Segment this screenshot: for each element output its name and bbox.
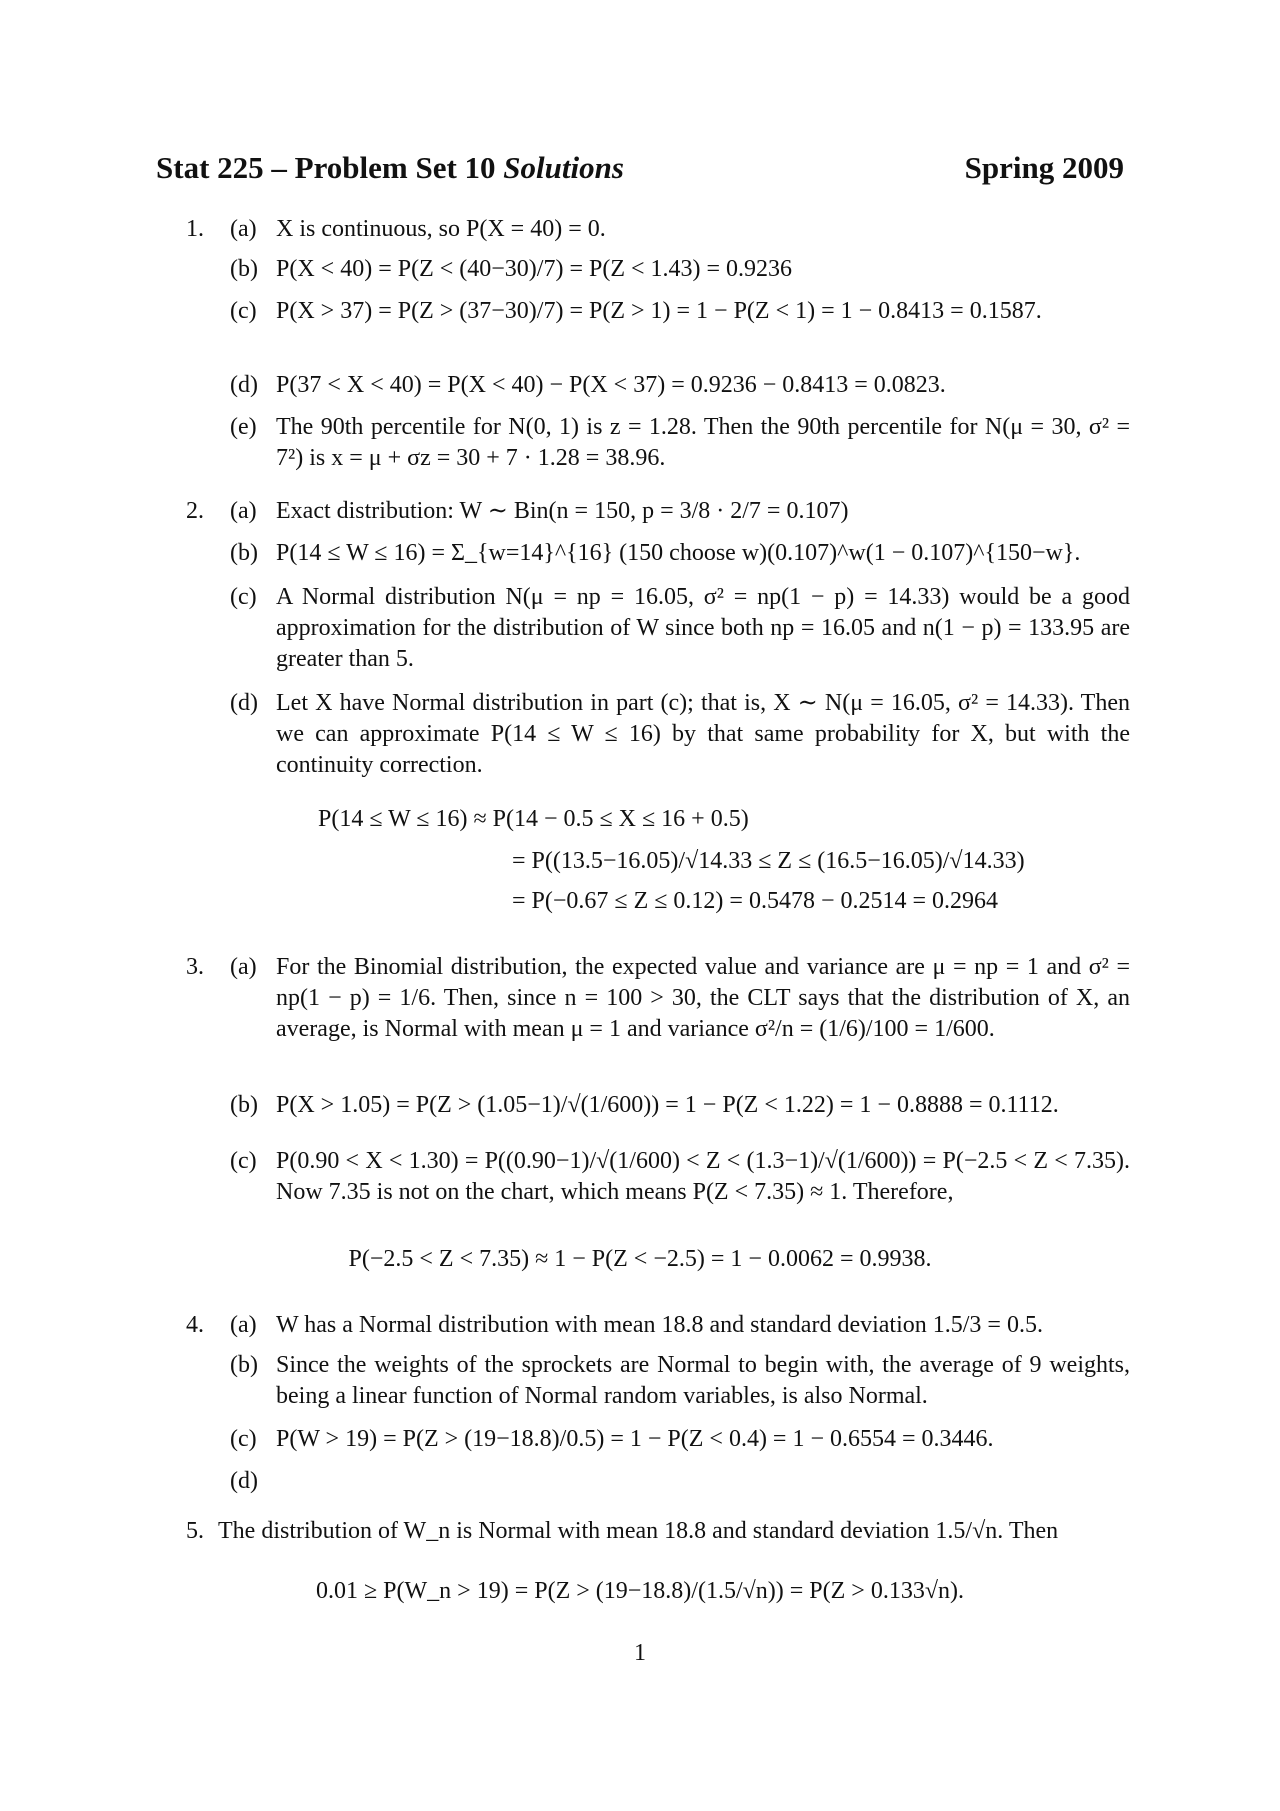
problem-1e: The 90th percentile for N(0, 1) is z = 1.28. Then the 90th percentile for N(μ = 30, σ² = 7²) is x = μ + σz = 30 + 7 · 1.28 = 38.96. — [276, 414, 1130, 471]
problem-3c: P(0.90 < X < 1.30) = P((0.90−1)/√(1/600) < Z < (1.3−1)/√(1/600)) = P(−2.5 < Z < 7.35). Now 7.35 is not on the chart, which means P(Z < 7.35) ≈ 1. Therefore, — [276, 1148, 1130, 1205]
problem-3b: P(X > 1.05) = P(Z > (1.05−1)/√(1/600)) = 1 − P(Z < 1.22) = 1 − 0.8888 = 0.1112. — [276, 1092, 1059, 1118]
problem-number: 2. — [186, 498, 204, 524]
problem-1b: P(X < 40) = P(Z < (40−30)/7) = P(Z < 1.43) = 0.9236 — [276, 256, 793, 282]
problem-4c: P(W > 19) = P(Z > (19−18.8)/0.5) = 1 − P(Z < 0.4) = 1 − 0.6554 = 0.3446. — [276, 1426, 994, 1452]
problem-4a: W has a Normal distribution with mean 18.8 and standard deviation 1.5/3 = 0.5. — [276, 1312, 1043, 1338]
problem-1c: P(X > 37) = P(Z > (37−30)/7) = P(Z > 1) = 1 − P(Z < 1) = 1 − 0.8413 = 0.1587. — [276, 298, 1042, 324]
page-number: 1 — [634, 1640, 646, 1666]
problem-number: 1. — [186, 216, 204, 242]
problem-number: 3. — [186, 954, 204, 980]
problem-3a: For the Binomial distribution, the expected value and variance are μ = np = 1 and σ² = np(1 − p) = 1/6. Then, since n = 100 > 30, the CLT says that the distribution of X, an average, is Normal with mean μ = 1 and variance σ²/n = (1/6)/100 = 1/600. — [276, 954, 1130, 1042]
problem-2a: Exact distribution: W ∼ Bin(n = 150, p = 3/8 · 2/7 = 0.107) — [276, 498, 849, 524]
problem-5-text: The distribution of W_n is Normal with mean 18.8 and standard deviation 1.5/√n. Then — [218, 1518, 1059, 1544]
problem-1a: X is continuous, so P(X = 40) = 0. — [276, 216, 606, 242]
problem-number: 5. — [186, 1518, 204, 1544]
problem-1d: P(37 < X < 40) = P(X < 40) − P(X < 37) = 0.9236 − 0.8413 = 0.0823. — [276, 372, 946, 398]
document-page: Stat 225 – Problem Set 10 Solutions Spring 2009 1. (a) X is continuous, so P(X = 40) = 0. (b) P(X < 40) = P(Z < (40−30)/7) = P(Z < 1.43) = 0.9236 (c) P(X > 37) = P(Z > (37−30)/7) = P(Z > 1) = 1 − P(Z < 1) = 1 − 0.8413 = 0.1587. (d) P(37 < X < 40) = P(X < 40) − P(X < 37) = 0.9236 − 0.8413 = 0.0823. (e) The 90th percentile for N(0, 1) is z = 1.28. Then the 90th percentile for N(μ = 30, σ² = 7²) is x = μ + σz = 30 + 7 · 1.28 = 38.96. 2. (a) Exact distribution: W ∼ Bin(n = 150, p = 3/8 · 2/7 = 0.107) (b) P(14 ≤ W ≤ 16) = Σ_{w=14}^{16} (150 choose w)(0.107)^w(1 − 0.107)^{150−w}. (c) A Normal distribution N(μ = np = 16.05, σ² = np(1 − p) = 14.33) would be a good approximation for the distribution of W since both np = 16.05 and n(1 − p) = 133.95 are greater than 5. (d) Let X have Normal distribution in part (c); that is, X ∼ N(μ = 16.05, σ² = 14.33). Then we can approximate P(14 ≤ W ≤ 16) by that same probability for X, but with the continuity correction. P(14 ≤ W ≤ 16) ≈ P(14 − 0.5 ≤ X ≤ 16 + 0.5) = P((13.5−16.05)/√14.33 ≤ Z ≤ (16.5−16.05)/√14.33) = P(−0.67 ≤ Z ≤ 0.12) = 0.5478 − 0.2514 = 0.2964 3. (a) For the Binomial distribution, the expected value and variance are μ = np = 1 and σ² = np(1 − p) = 1/6. Then, since n = 100 > 30, the CLT says that the distribution of X, an average, is Normal with mean μ = 1 and variance σ²/n = (1/6)/100 = 1/600. (b) P(X > 1.05) = P(Z > (1.05−1)/√(1/600)) = 1 − P(Z < 1.22) = 1 − 0.8888 = 0.1112. (c) P(0.90 < X < 1.30) = P((0.90−1)/√(1/600) < Z < (1.3−1)/√(1/600)) = P(−2.5 < Z < 7.35). Now 7.35 is not on the chart, which means P(Z < 7.35) ≈ 1. Therefore, P(−2.5 < Z < 7.35) ≈ 1 − P(Z < −2.5) = 1 − 0.0062 = 0.9938. 4. (a) W has a Normal distribution with mean 18.8 and standard deviation 1.5/3 = 0.5. (b) Since the weights of the sprockets are Normal to begin with, the average of 9 weights, being a linear function of Normal random variables, is also Normal. (c) P(W > 19) = P(Z > (19−18.8)/0.5) = 1 − P(Z < 0.4) = 1 − 0.6554 = 0.3446. (d) 5. The distribution of W_n is Normal with mean 18.8 and standard deviation 1.5/√n. Then 0.01 ≥ P(W_n > 19) = P(Z > (19−18.8)/(1.5/√n)) = P(Z > 0.133√n). 1 — [0, 0, 1280, 1811]
problem-4b: Since the weights of the sprockets are Normal to begin with, the average of 9 weights, being a linear function of Normal random variables, is also Normal. — [276, 1352, 1130, 1409]
problem-2b: P(14 ≤ W ≤ 16) = Σ_{w=14}^{16} (150 choose w)(0.107)^w(1 − 0.107)^{150−w}. — [276, 540, 1081, 566]
problem-2c: A Normal distribution N(μ = np = 16.05, σ² = np(1 − p) = 14.33) would be a good approximation for the distribution of W since both np = 16.05 and n(1 − p) = 133.95 are greater than 5. — [276, 584, 1130, 672]
term-label: Spring 2009 — [964, 150, 1124, 185]
document-title: Stat 225 – Problem Set 10 Solutions — [156, 150, 624, 185]
problem-number: 4. — [186, 1312, 204, 1338]
problem-2d: Let X have Normal distribution in part (c); that is, X ∼ N(μ = 16.05, σ² = 14.33). Then we can approximate P(14 ≤ W ≤ 16) by that same probability for X, but with the continuity correction. — [276, 690, 1130, 778]
